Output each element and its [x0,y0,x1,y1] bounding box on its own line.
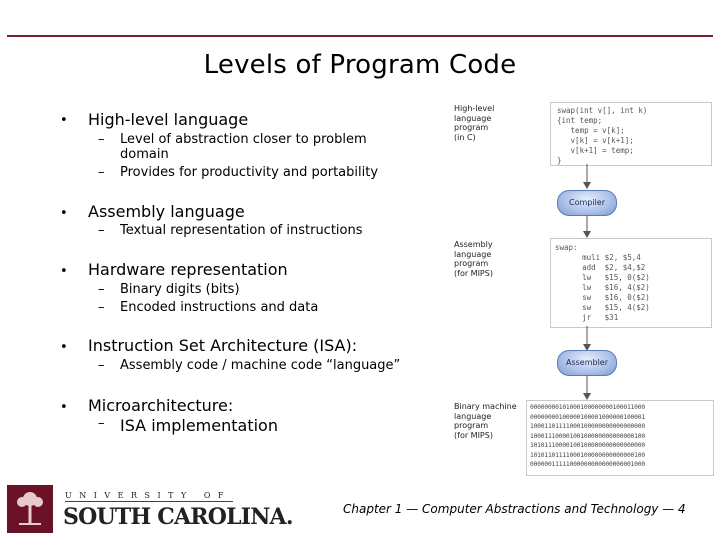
sub-productivity: Provides for productivity and portability [120,165,379,180]
slide-footer: Chapter 1 — Computer Abstractions and Technology — 4 [343,502,686,516]
bullet-microarchitecture: Microarchitecture: [88,396,234,415]
assembly-code: swap: muli $2, $5,4 add $2, $4,$2 lw $15, 0($2) lw $16, 4($2) sw $16, 0($2) sw $15, 4($2) jr $31 [555,243,650,322]
bullet-dot: • [60,340,68,355]
bullet-isa: Instruction Set Architecture (ISA): [88,336,358,355]
sub-dash: – [98,300,105,315]
arrow-down-icon [582,164,592,190]
sub-dash: – [98,416,105,431]
sub-encoded: Encoded instructions and data [120,300,319,315]
top-rule [7,35,713,37]
assembly-caption: Assembly language program (for MIPS) [454,240,493,278]
sub-abstraction-line2: domain [120,147,169,162]
bullet-dot: • [60,400,68,415]
sub-isa-implementation: ISA implementation [120,416,278,435]
assembler-node: Assembler [557,350,617,376]
bullet-high-level: High-level language [88,110,249,129]
sub-textual: Textual representation of instructions [120,223,363,238]
compilation-figure [450,100,715,478]
logo-university-text: UNIVERSITY OF [65,491,231,500]
logo-divider [65,501,233,502]
palmetto-logo-icon [7,485,53,533]
arrow-down-icon [582,375,592,401]
bullet-hardware: Hardware representation [88,260,288,279]
sub-abstraction-line1: Level of abstraction closer to problem [120,132,367,147]
c-code-panel [550,102,712,166]
sub-dash: – [98,358,105,373]
sub-binary-digits: Binary digits (bits) [120,282,240,297]
sub-dash: – [98,223,105,238]
logo-name-text: SOUTH CAROLINA. [63,504,293,530]
binary-code: 00000000101000100000000100011000 00000000100000100001000000100001 10001101111000100000000000000000 10001110000100100000000000000100 10101110000100100000000000000000 10101101111000100000000000000100 00000011111000000000000000001000 [530,404,645,468]
binary-caption: Binary machine language program (for MIPS) [454,402,517,440]
sub-assembly-code: Assembly code / machine code “language” [120,358,401,373]
sub-dash: – [98,132,105,147]
bullet-dot: • [60,264,68,279]
arrow-down-icon [582,215,592,239]
sub-dash: – [98,282,105,297]
arrow-down-icon [582,326,592,352]
c-code: swap(int v[], int k) {int temp; temp = v[k]; v[k] = v[k+1]; v[k+1] = temp; } [557,106,648,165]
bullet-dot: • [60,206,68,221]
compiler-node: Compiler [557,190,617,216]
sub-dash: – [98,165,105,180]
university-logo [7,485,293,533]
slide-title: Levels of Program Code [203,50,517,80]
bullet-dot: • [60,113,68,128]
binary-code-panel [526,400,714,476]
assembly-code-panel [550,238,712,328]
bullet-assembly: Assembly language [88,202,245,221]
high-level-caption: High-level language program (in C) [454,104,495,142]
